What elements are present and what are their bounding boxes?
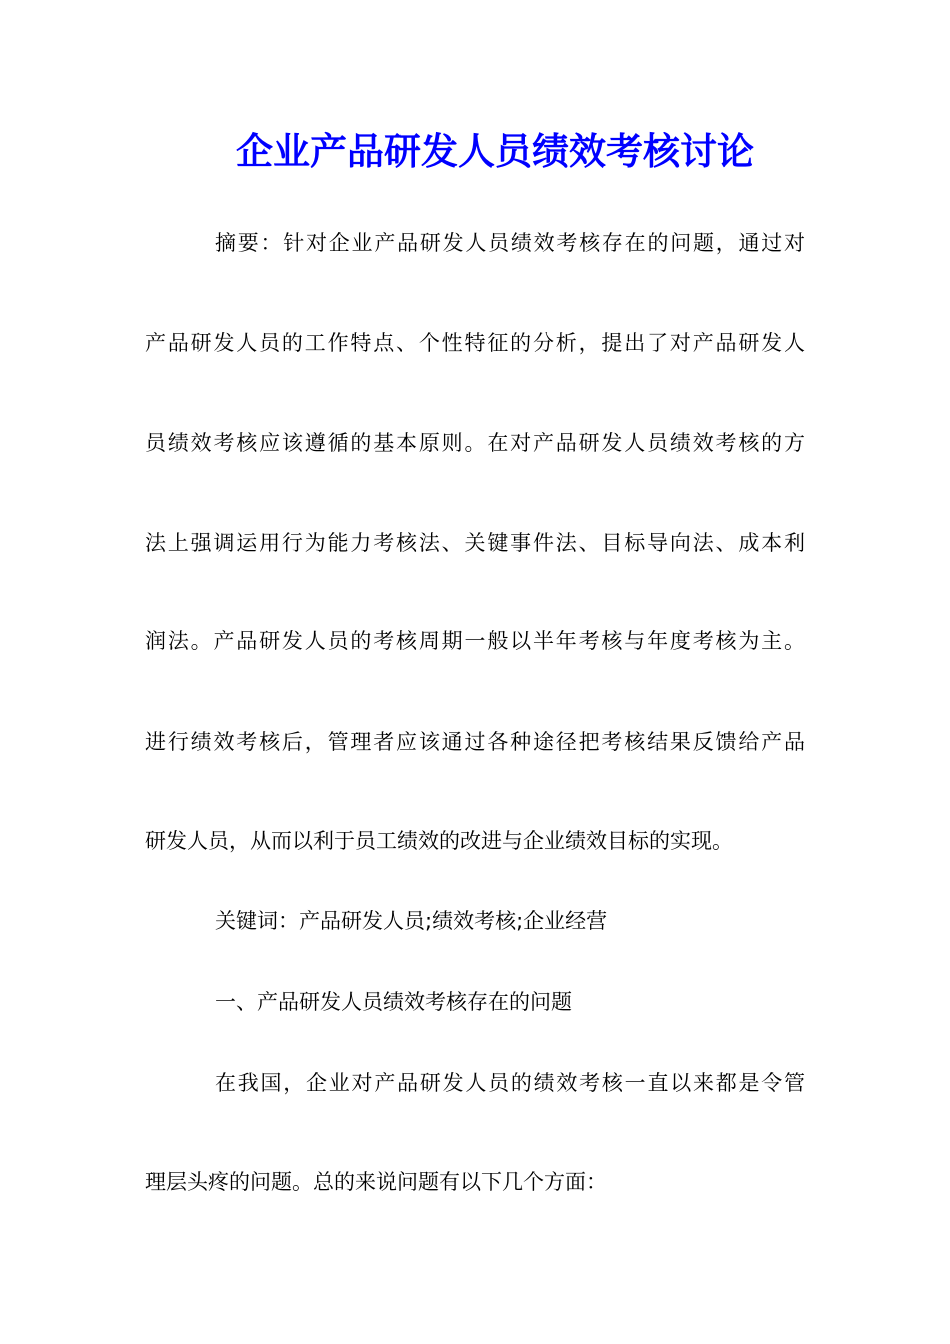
section-heading: 一、产品研发人员绩效考核存在的问题 xyxy=(215,990,572,1014)
abstract-line: 产品研发人员的工作特点、个性特征的分析，提出了对产品研发人 xyxy=(145,331,805,355)
abstract-line: 法上强调运用行为能力考核法、关键事件法、目标导向法、成本利 xyxy=(145,531,805,555)
body-line: 理层头疼的问题。总的来说问题有以下几个方面： xyxy=(145,1170,607,1194)
body-line: 在我国，企业对产品研发人员的绩效考核一直以来都是令管 xyxy=(215,1071,805,1095)
abstract-line: 摘要：针对企业产品研发人员绩效考核存在的问题，通过对 xyxy=(215,231,805,255)
abstract-line: 员绩效考核应该遵循的基本原则。在对产品研发人员绩效考核的方 xyxy=(145,431,805,455)
abstract-line: 进行绩效考核后，管理者应该通过各种途径把考核结果反馈给产品 xyxy=(145,730,805,754)
document-title: 企业产品研发人员绩效考核讨论 xyxy=(236,129,754,173)
abstract-line: 润法。产品研发人员的考核周期一般以半年考核与年度考核为主。 xyxy=(145,629,805,653)
abstract-line: 研发人员，从而以利于员工绩效的改进与企业绩效目标的实现。 xyxy=(145,829,733,853)
keywords-line: 关键词：产品研发人员;绩效考核;企业经营 xyxy=(215,909,608,933)
